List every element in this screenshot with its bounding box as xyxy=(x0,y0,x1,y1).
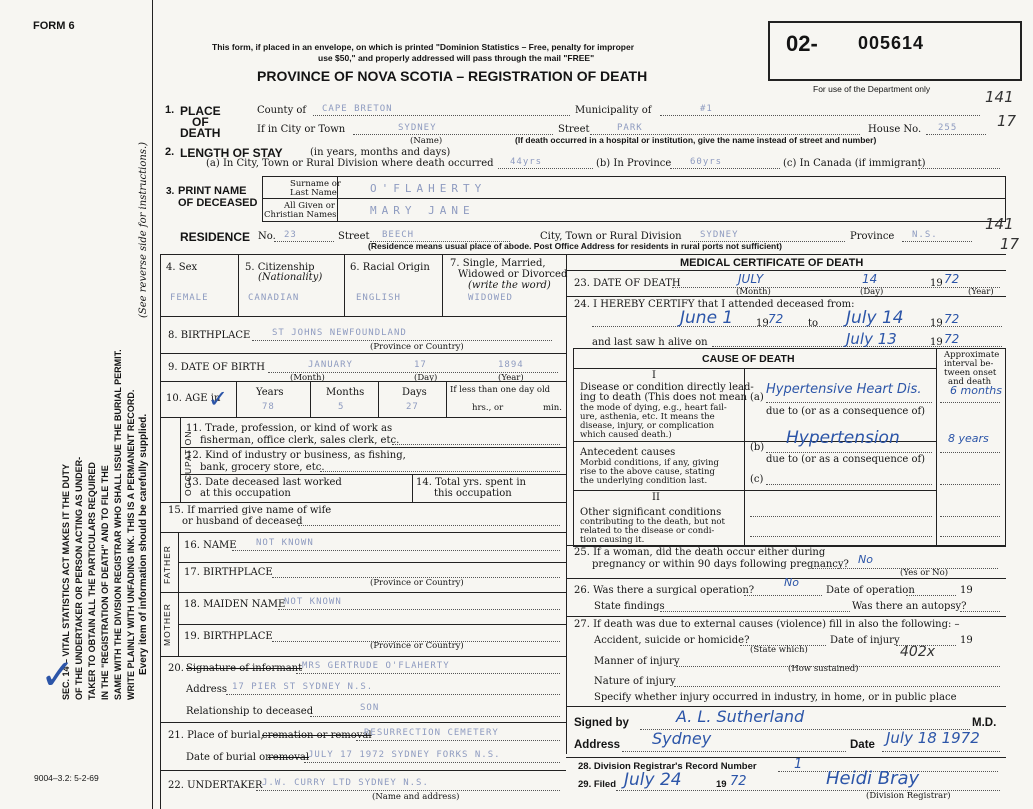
code-17-b: 17 xyxy=(1000,235,1020,253)
death-year-value: 72 xyxy=(944,272,960,286)
father-vertical-label: FATHER xyxy=(162,545,172,584)
sex-value: FEMALE xyxy=(170,293,209,303)
cause-b-value: Hypertension xyxy=(786,428,900,448)
physician-signature: A. L. Sutherland xyxy=(676,707,805,726)
code-17-a: 17 xyxy=(997,112,1017,130)
place-heading: PLACE xyxy=(180,104,221,118)
margin-every-item: Every item of information should be carefully supplied. xyxy=(138,413,149,675)
age-checkmark: ✓ xyxy=(208,385,229,413)
last-seen-value: July 13 xyxy=(846,330,897,348)
racial-origin-value: ENGLISH xyxy=(356,293,401,303)
age-years-value: 78 xyxy=(262,402,275,412)
stay-province-value: 60yrs xyxy=(690,157,723,167)
stay-city-value: 44yrs xyxy=(510,157,543,167)
physician-address-value: Sydney xyxy=(652,729,712,748)
notice-line-1: This form, if placed in an envelope, on which is printed "Dominion Statistics – Free, penalty for improper xyxy=(212,42,635,52)
municipality-value: #1 xyxy=(700,104,713,114)
citizenship-value: CANADIAN xyxy=(248,293,300,303)
registration-number: 005614 xyxy=(858,33,925,53)
death-registration-form: FORM 6 This form, if placed in an envelope, on which is printed "Dominion Statistics – Free, penalty for improper use $50," and properly addressed will pass through the mail "FREE" PROVINCE OF NOVA SCOTIA – REGISTRATION OF DEATH 02- 005614 For use of the Department only SEC. 14 – VITAL STATISTICS ACT MAKES IT THE DUTY OF THE UNDERTAKER OR PERSON ACTING AS UNDER- TAKER TO OBTAIN ALL THE PARTICULARS REQUIRED IN THE "REGISTRATION OF DEATH" AND TO FILE THE SAME WITH THE DIVISION REGISTRAR WHO SHALL ISSUE THE BURIAL PERMIT. WRITE PLAINLY WITH UNFADING INK. THIS IS A PERMANENT RECORD. Every item of information should be carefully supplied. (See reverse side for instructions.) 9004–3.2: 5-2-69 ✓ 141 17 141 17 1. PLACE OF DEATH County of CAPE BRETON Municipality of #1 If in City or Town SYDNEY Street PARK House No. 255 (Name) (If death occurred in a hospital or institution, give the name instead of street and number) 2. LENGTH OF STAY (in years, months and days) (a) In City, Town or Rural Division where death occurred 44yrs (b) In Province 60yrs (c) In Canada (if immigrant) 3. PRINT NAME OF DECEASED Surname or Last Name All Given or Christian Names O'FLAHERTY MARY JANE RESIDENCE No. 23 Street BEECH City, Town or Rural Division SYDNEY Province N.S. (Residence means usual place of abode. Post Office Address for residents in rural ports not sufficient) 4. Sex 5. Citizenship (Nationality) 6. Racial Origin 7. Single, Married, Widowed or Divorced (write the word) FEMALE CANADIAN ENGLISH WIDOWED 8. BIRTHPLACE ST JOHNS NEWFOUNDLAND (Province or Country) 9. DATE OF BIRTH JANUARY 17 1894 (Month) (Day) (Year) 10. AGE in ✓ Years Months Days 78 5 27 If less than one day old hrs., or min. OCCUPATION 11. Trade, profession, or kind of work as fisherman, office clerk, sales clerk, etc. 12. Kind of industry or business, as fishing, bank, grocery store, etc. 13. Date deceased last worked at this occupation 14. Total yrs. spent in this occupation 15. If married give name of wife or husband of deceased FATHER MOTHER 16. NAME NOT KNOWN 17. BIRTHPLACE (Province or Country) 18. MAIDEN NAME NOT KNOWN 19. BIRTHPLACE (Province or Country) 20. Signature of informant MRS GERTRUDE O'FLAHERTY Address 17 PIER ST SYDNEY N.S. Relationship to deceased SON 21. Place of burial, cremation or removal RESURRECTION CEMETERY Date of burial or removal JULY 17 1972 SYDNEY FORKS N.S. 22. UNDERTAKER J.W. CURRY LTD SYDNEY N.S. (Name and address) MEDICAL CERTIFICATE OF DEATH 23. DATE OF DEATH JULY 14 19 72 (Month) (Day) (Year) 24. I HEREBY CERTIFY that I attended deceased from: June 1 19 72 to July 14 19 72 and last saw h alive on July 13 19 72 CAUSE OF DEATH Approximate interval be- tween onset and death I Disease or condition directly lead- ing to death (This does not mean the mode of dying, e.g., heart fail- ure, asthenia, etc. It means the disease, injury, or complication which caused death.) (a) Hypertensive Heart Dis. 6 months due to (or as a consequence of) (b) Hypertension 8 years Antecedent causes Morbid conditions, if any, giving rise to the above cause, stating the underlying condition last. due to (or as a consequence of) (c) II Other significant conditions contributing to the death, but not related to the disease or condi- tion causing it. 25. If a woman, did the death occur either during pregnancy or within 90 days following pregnancy? No (Yes or No) 26. Was there a surgical operation? No Date of operation 19 State findings Was there an autopsy? 27. If death was due to external causes (violence) fill in also the following: – Accident, suicide or homicide? Date of injury 19 (State which) Manner of injury 402x (How sustained) Nature of injury Specify whether injury occurred in industry, in home, or in public place Signed by A. L. Sutherland M.D. Address Sydney Date July 18 1972 28. Division Registrar's Record Number 1 29. Filed July 24 19 72 Heidi Bray (Division Registrar) xyxy=(0,0,1033,809)
attended-to-value: July 14 xyxy=(846,308,904,328)
house-value: 255 xyxy=(938,123,958,133)
surname-value: O'FLAHERTY xyxy=(370,182,487,195)
cause-b-interval-value: 8 years xyxy=(948,432,989,445)
code-141-a: 141 xyxy=(985,88,1014,106)
informant-signature-value: MRS GERTRUDE O'FLAHERTY xyxy=(302,661,450,671)
informant-address-value: 17 PIER ST SYDNEY N.S. xyxy=(232,682,374,692)
form-title: PROVINCE OF NOVA SCOTIA – REGISTRATION OF DEATH xyxy=(257,68,648,84)
margin-checkmark: ✓ xyxy=(40,650,76,699)
left-margin-rule xyxy=(152,0,153,809)
attended-to-year-value: 72 xyxy=(944,312,960,326)
cause-a-value: Hypertensive Heart Dis. xyxy=(766,382,922,397)
residence-city-value: SYDNEY xyxy=(700,230,739,240)
residence-number-value: 23 xyxy=(284,230,297,240)
death-month-value: JULY xyxy=(738,272,764,286)
birthplace-value: ST JOHNS NEWFOUNDLAND xyxy=(272,328,407,338)
street-value: PARK xyxy=(617,123,643,133)
county-value: CAPE BRETON xyxy=(322,104,393,114)
last-seen-year-value: 72 xyxy=(944,332,960,346)
dob-month-value: JANUARY xyxy=(308,360,353,370)
marital-status-value: WIDOWED xyxy=(468,293,513,303)
notice-line-2: use $50," and properly addressed will pass through the mail "FREE" xyxy=(318,53,595,63)
margin-instructions: SEC. 14 – VITAL STATISTICS ACT MAKES IT THE DUTY OF THE UNDERTAKER OR PERSON ACTING AS UNDER- TAKER TO OBTAIN ALL THE PARTICULARS REQUIRED IN THE "REGISTRATION OF DEATH" AND TO FILE THE SAME WITH THE DIVISION REGISTRAR WHO SHALL ISSUE THE BURIAL PERMIT. WRITE PLAINLY WITH UNFADING INK. THIS IS A PERMANENT RECORD. xyxy=(61,349,136,700)
cause-of-death-heading: CAUSE OF DEATH xyxy=(702,353,795,365)
department-use-note: For use of the Department only xyxy=(813,84,931,94)
residence-province-value: N.S. xyxy=(912,230,938,240)
city-value: SYDNEY xyxy=(398,123,437,133)
margin-reverse-note: (See reverse side for instructions.) xyxy=(138,141,149,318)
mother-vertical-label: MOTHER xyxy=(162,603,172,646)
cause-a-interval-value: 6 months xyxy=(950,384,1002,397)
death-day-value: 14 xyxy=(862,272,878,286)
mother-maiden-value: NOT KNOWN xyxy=(284,597,342,607)
filed-year-value: 72 xyxy=(730,774,747,789)
record-number-value: 1 xyxy=(794,757,803,772)
registration-prefix: 02- xyxy=(786,31,818,56)
burial-date-value: JULY 17 1972 SYDNEY FORKS N.S. xyxy=(308,750,501,760)
undertaker-value: J.W. CURRY LTD SYDNEY N.S. xyxy=(262,778,429,788)
father-name-value: NOT KNOWN xyxy=(256,538,314,548)
print-code: 9004–3.2: 5-2-69 xyxy=(34,773,99,783)
occupation-vertical-label: OCCUPATION xyxy=(183,430,193,496)
code-141-b: 141 xyxy=(985,215,1014,233)
attended-from-value: June 1 xyxy=(680,308,734,328)
age-days-value: 27 xyxy=(406,402,419,412)
given-names-value: MARY JANE xyxy=(370,204,475,217)
residence-heading: RESIDENCE xyxy=(180,230,251,244)
certificate-date-value: July 18 1972 xyxy=(886,729,980,747)
residence-street-value: BEECH xyxy=(382,230,415,240)
attended-from-year-value: 72 xyxy=(768,312,784,326)
dob-day-value: 17 xyxy=(414,360,427,370)
pregnancy-value: No xyxy=(858,553,873,566)
handwritten-code: 402x xyxy=(900,644,936,660)
form-number: FORM 6 xyxy=(33,20,75,32)
age-months-value: 5 xyxy=(338,402,345,412)
registrar-signature: Heidi Bray xyxy=(826,768,920,789)
center-divider xyxy=(566,254,567,754)
dob-year-value: 1894 xyxy=(498,360,524,370)
relationship-value: SON xyxy=(360,703,380,713)
print-name-heading: PRINT NAME xyxy=(178,185,247,197)
medical-certificate-heading: MEDICAL CERTIFICATE OF DEATH xyxy=(680,257,864,269)
surgery-value: No xyxy=(784,576,799,589)
length-of-stay-heading: LENGTH OF STAY xyxy=(180,146,283,160)
filed-date-value: July 24 xyxy=(624,770,682,790)
burial-place-value: RESURRECTION CEMETERY xyxy=(364,728,499,738)
